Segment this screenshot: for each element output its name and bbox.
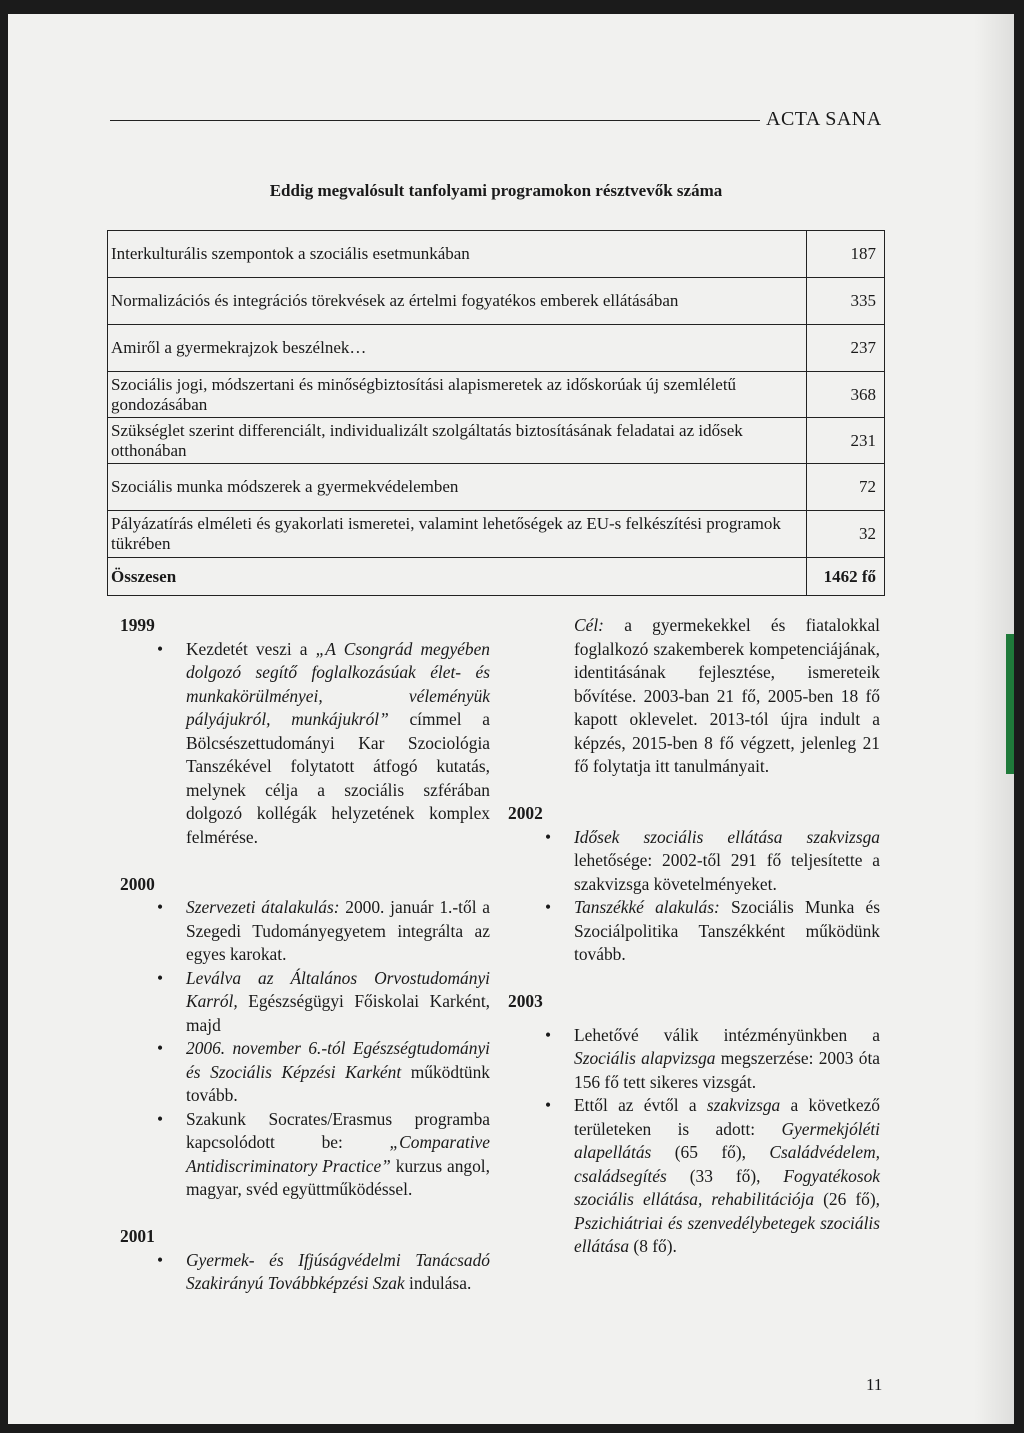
- table-row: [108, 372, 885, 418]
- course-name: Normalizációs és integrációs törekvések az értelmi fogyatékos emberek ellátásában: [108, 278, 807, 325]
- bullet-icon: •: [544, 897, 552, 917]
- goal-paragraph: Cél: a gyermekekkel és fiatalokkal foglalkozó szakemberek kompetenciájának, identitásának fejlesztése, ismereteik bővítése. 2003-ban 21 fő, 2005-ben 18 fő kapott oklevelet. 2013-tól újra indult a képzés, 2015-ben 8 fő végzett, jelenleg 21 fő folytatja itt tanulmányait.: [574, 615, 880, 776]
- year-heading: 2002: [508, 803, 543, 823]
- right-column: [508, 614, 880, 1259]
- document-page: [8, 14, 1014, 1424]
- course-name: Szociális jogi, módszertani és minőségbiztosítási alapismeretek az időskorúak új szemléletű gondozásában: [108, 372, 807, 418]
- list-item: • Leválva az Általános Orvostudományi Karról, Egészségügyi Főiskolai Karként, majd: [120, 967, 490, 1038]
- bullet-icon: •: [544, 1095, 552, 1115]
- participant-count: 72: [807, 464, 885, 511]
- table-total-row: [108, 558, 885, 596]
- bullet-icon: •: [156, 967, 164, 988]
- year-heading: 2001: [120, 1226, 155, 1246]
- participant-count: 32: [807, 511, 885, 558]
- list-item: • Idősek szociális ellátása szakvizsga lehetősége: 2002-től 291 fő teljesítette a szakvizsga követelményeket.: [508, 826, 880, 897]
- participant-count: 237: [807, 325, 885, 372]
- bullet-icon: •: [156, 897, 164, 917]
- year-heading: 1999: [120, 615, 155, 635]
- bullet-icon: •: [156, 1038, 164, 1058]
- course-name: Amiről a gyermekrajzok beszélnek…: [108, 325, 807, 372]
- bullet-icon: •: [156, 638, 164, 659]
- header-rule: [110, 120, 760, 121]
- total-label: Összesen: [108, 558, 807, 596]
- participant-count: 231: [807, 418, 885, 464]
- list-item: • Lehetővé válik intézményünkben a Szociális alapvizsga megszerzése: 2003 óta 156 fő tett sikeres vizsgát.: [508, 1024, 880, 1095]
- list-item: • Szakunk Socrates/Erasmus programba kapcsolódott be: „Comparative Antidiscriminatory Practice” kurzus angol, magyar, svéd együttműködéssel.: [120, 1108, 490, 1202]
- table-row: [108, 231, 885, 278]
- bullet-icon: •: [156, 1108, 164, 1129]
- participants-table: [107, 230, 885, 596]
- list-item: • Gyermek- és Ifjúságvédelmi Tanácsadó Szakirányú Továbbképzési Szak indulása.: [120, 1249, 490, 1296]
- table-title: Eddig megvalósult tanfolyami programokon résztvevők száma: [269, 181, 723, 200]
- table-row: [108, 511, 885, 558]
- participant-count: 187: [807, 231, 885, 278]
- course-name: Szükséglet szerint differenciált, individualizált szolgáltatás biztosításának feladatai az idősek otthonában: [108, 418, 807, 464]
- list-item: • Tanszékké alakulás: Szociális Munka és Szociálpolitika Tanszékként működünk tovább.: [508, 896, 880, 967]
- edge-tab: [1006, 634, 1014, 774]
- year-heading: 2003: [508, 991, 543, 1011]
- list-item: • Szervezeti átalakulás: 2000. január 1.-től a Szegedi Tudományegyetem integrálta az egyes karokat.: [120, 896, 490, 967]
- table-row: [108, 325, 885, 372]
- table-row: [108, 418, 885, 464]
- list-item: • Ettől az évtől a szakvizsga a következő területeken is adott: Gyermekjóléti alapellátás (65 fő), Családvédelem, családsegítés (33 fő), Fogyatékosok szociális ellátása, rehabilitációja (26 fő), Pszichiátriai és szenvedélybetegek szociális ellátása (8 fő).: [508, 1094, 880, 1259]
- total-count: 1462 fő: [807, 558, 885, 596]
- bullet-icon: •: [544, 826, 552, 847]
- course-name: Pályázatírás elméleti és gyakorlati ismeretei, valamint lehetőségek az EU-s felkészítési programok tükrében: [108, 511, 807, 558]
- page-number: 11: [866, 1375, 883, 1394]
- participant-count: 368: [807, 372, 885, 418]
- table-row: [108, 278, 885, 325]
- bullet-icon: •: [156, 1249, 164, 1270]
- table-row: [108, 464, 885, 511]
- list-item: • 2006. november 6.-tól Egészségtudományi és Szociális Képzési Karként működtünk tovább.: [120, 1037, 490, 1108]
- year-heading: 2000: [120, 873, 155, 894]
- bullet-icon: •: [544, 1024, 552, 1045]
- course-name: Szociális munka módszerek a gyermekvédelemben: [108, 464, 807, 511]
- list-item: • Kezdetét veszi a „A Csongrád megyében dolgozó segítő foglalkozásúak élet- és munkakörülményei, véleményük pályájukról, munkájukról” címmel a Bölcsészettudományi Kar Szociológia Tanszékével folytatott átfogó kutatás, melynek célja a szociális szférában dolgozó kollégák helyzetének komplex felmérése.: [120, 638, 490, 850]
- participant-count: 335: [807, 278, 885, 325]
- running-head: ACTA SANA: [766, 108, 882, 130]
- left-column: [120, 614, 490, 1296]
- course-name: Interkulturális szempontok a szociális esetmunkában: [108, 231, 807, 278]
